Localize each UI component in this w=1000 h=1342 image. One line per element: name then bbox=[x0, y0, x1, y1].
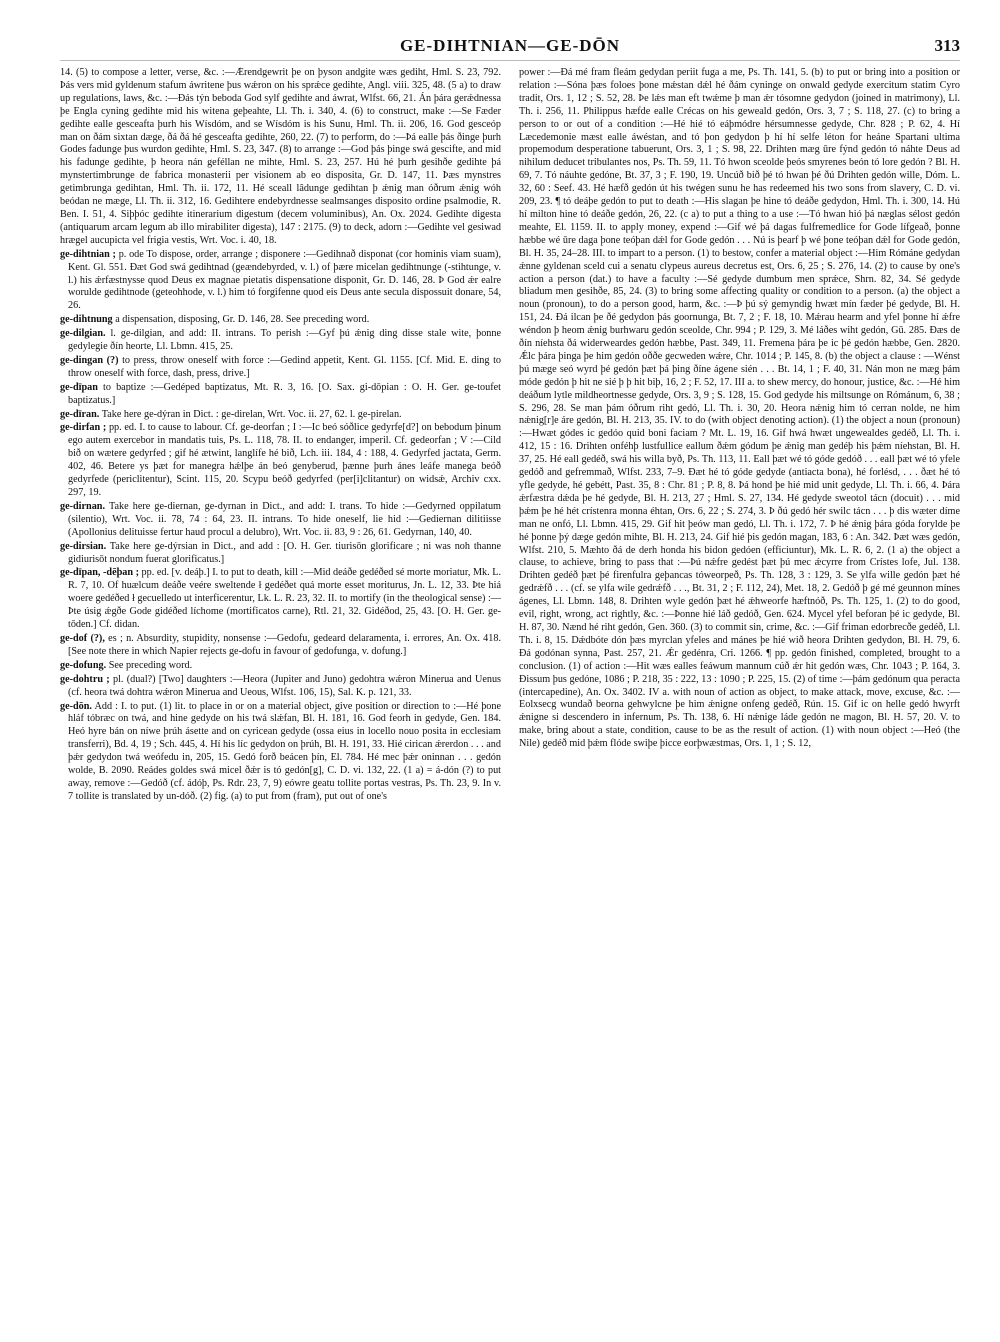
dictionary-entry bbox=[60, 422, 501, 499]
dictionary-entry bbox=[60, 382, 501, 408]
entry-headword: ge-dīpan bbox=[60, 381, 98, 393]
entry-headword: ge-dīran. bbox=[60, 408, 100, 420]
entry-text: pp. ed. [v. deáþ.] I. to put to death, kill :—Mid deáðe gedéðed sé morte moriatur, Mk. L. R. 7, 10. Of huælcum deáðe veére sweltende ł gedéðet quá morte esset moriturus, Jn. L. 12, 33. Þte hiá woere gedéðed ł gecuelledo ut interficerentur, Lk. L. R. 23, 32. II. to mortify (in the theological sense) :—Þte úsig ǽgðe Gode gidéðed líchome (mortificatos carne), Rtl. 21, 32. Gidéðod, 25, 43. [O. H. Ger. ge-tōden.] Cf. didan. bbox=[68, 567, 501, 631]
dictionary-entry bbox=[60, 633, 501, 659]
entry-headword: ge-dingan (?) bbox=[60, 354, 119, 366]
entry-headword: ge-dilgian. bbox=[60, 328, 106, 340]
page-number: 313 bbox=[934, 36, 960, 55]
entry-headword: ge-dohtru ; bbox=[60, 673, 110, 685]
entry-text: l. ge-dilgian, and add: II. intrans. To perish :—Gyf þú ǽnig ding disse stale wite, þonne gedylegie ðín heorte, Ll. Lbmn. 415, 25. bbox=[68, 328, 501, 353]
entry-headword: ge-dofung. bbox=[60, 659, 107, 671]
entry-text: p. ode To dispose, order, arrange ; disponere :—Gedihnað disponat (cor hominis viam suam), Kent. Gl. 551. Ðæt God swá gedihtnad (geændebyrded, v. l.) of þære micelan gedihtnunge (-stihtunge, v. l.) his ǽrfæstnysse quod Deus ex magnae pietatis dispensatione disponit, Gr. D. 146, 28. Þ God ǽr ealre worulde gedihtnode (geteohhode, v. l.) him tó forgifenne quod eis Deus ante secula dispossuit donare, 54, 26. bbox=[68, 248, 501, 312]
running-title: GE-DIHTNIAN—GE-DŌN bbox=[399, 36, 621, 55]
right-column bbox=[519, 67, 960, 1307]
dictionary-page bbox=[60, 34, 960, 1314]
page-header bbox=[60, 34, 960, 61]
dictionary-entry bbox=[60, 249, 501, 314]
entry-text: Add : I. to put. (1) lit. to place in or on a material object, give position or direction to :—Hé þone hláf tóbræc on twá, and hine gedyde on his twá slǽfan, Bl. H. 181, 16. God feorh in gedyde, Gen. 184. Heó hyre bán on níwe þrúh ásette and on cyricean gedyde (ossa eius in locello nouo posita in ecclesiam transferri), Bd. 4, 19 ; Sch. 445, 4. Hí his líc gedydon on þrúh, Bl. H. 191, 33. Hié cirican ǽrerdon . . . and þǽr gedydon twá weófedu in, 205, 15. Gedó forð beácen þín, El. 784. Hé mec þǽr oninnan . . . gedón wolde, B. 2090. Reádes goldes swá micel ðǽr is tó gedón[g], C. D. vi. 132, 22. (1 a) = á-dón (?) to put away, remove :—Gedóð (cf. ádóþ, Ps. Rdr. 23, 7, 9) eówre geatu tollite portas vestras, Ps. Th. 23, 9. In v. 7 tollite is translated by un-dóð. (2) fig. (a) to put from (fram), put out of one's bbox=[68, 700, 501, 802]
entry-headword: ge-dīpan, -dēþan ; bbox=[60, 567, 139, 579]
dictionary-entry bbox=[519, 67, 960, 751]
dictionary-entry bbox=[60, 355, 501, 381]
text-columns bbox=[60, 67, 960, 1307]
entry-text: to press, throw oneself with force :—Gedind appetit, Kent. Gl. 1155. [Cf. Mid. E. ding to throw oneself with force, dash, press, drive.] bbox=[68, 354, 501, 379]
dictionary-entry bbox=[60, 674, 501, 700]
entry-text: pp. ed. I. to cause to labour. Cf. ge-deorfan ; I :—Ic beó sóðlice gedyrfe[d?] on bebodum þinum ego autem exercebor in mandatis tuis, Ps. L. 118, 78. II. to endanger, imperil. Cf. gedeorfan ; V :—Cild bið on wætere gedyrfed ; gif hé ætwint, langlífe hé bið, Lch. iii. 184, 4 : 188, 4. Gedyrfed jactata, Germ. 402, 46. Betere ys þæt for manegra hǽlþe án beó genyberud, þænne þurh ánes leáfe manega beóð gedyrfede (periclitentur), Scint. 115, 20. Scypu beóð gedyrfed (per[i]clitantur) on widsǽ, Archiv cxx. 297, 19. bbox=[68, 422, 501, 498]
dictionary-entry bbox=[60, 701, 501, 804]
dictionary-entry bbox=[60, 567, 501, 632]
dictionary-entry bbox=[60, 409, 501, 422]
dictionary-entry bbox=[60, 501, 501, 540]
entry-text: Take here ge-diernan, ge-dyrnan in Dict., and add: I. trans. To hide :—Gedyrned oppilatum (silentio), Wrt. Voc. ii. 78, 74 : 64, 23. II. intrans. To hide oneself, lie hid :—Gediernan dilitiisse (Apollonius delituisse fertur haud procul a delubro), Wrt. Voc. ii. 83, 9 : 26, 61. Gedyrnan, 140, 40. bbox=[68, 500, 501, 538]
entry-headword: ge-dof (?), bbox=[60, 632, 105, 644]
entry-headword: ge-dōn. bbox=[60, 700, 92, 712]
entry-headword: ge-dihtnian ; bbox=[60, 248, 116, 260]
entry-text: to baptize :—Gedéped baptizatus, Mt. R. 3, 16. [O. Sax. gi-dōpian : O. H. Ger. ge-toufet baptizatus.] bbox=[68, 381, 501, 406]
dictionary-entry bbox=[60, 660, 501, 673]
entry-text: See preceding word. bbox=[108, 659, 193, 671]
dictionary-entry bbox=[60, 314, 501, 327]
entry-headword: ge-dirsian. bbox=[60, 540, 107, 552]
dictionary-entry bbox=[60, 541, 501, 567]
entry-text: pl. (dual?) [Two] daughters :—Heora (Jupiter and Juno) gedohtra wǽron Minerua and Uenus (cf. heora twá dohtra wǽron Minerua and Ueous, Wlfst. 106, 15), Sal. K. p. 121, 33. bbox=[68, 673, 501, 698]
entry-text: a dispensation, disposing, Gr. D. 146, 28. See preceding word. bbox=[115, 314, 370, 326]
dictionary-entry bbox=[60, 328, 501, 354]
entry-headword: ge-dihtnung bbox=[60, 314, 113, 326]
entry-text: Take here ge-dýrsian in Dict., and add : [O. H. Ger. tiurisōn glorificare ; ni was noh thanne gidiurisōt nondum fuerat glorificatus.] bbox=[68, 540, 501, 565]
entry-headword: ge-dirfan ; bbox=[60, 422, 107, 434]
entry-text: 14. (5) to compose a letter, verse, &c. :—Ǽrendgewrit þe on þyson andgite wæs gediht, Hml. S. 23, 792. Þás vers mid gyldenum stafum áwritene þus wǽron on his sprǽce gedihte, Angl. viii. 325, 48. (5 a) to draw up regulations, laws, &c. :—Ðás týn beboda God sylf gedihte and áwrat, Wlfst. 66, 21. Án þára gerǽdnessa þe Engla cyning gedihte mid his witena geþeahte, Ll. Th. i. 340, 4. (6) to construct, make :—Se Fæder gedihte ealle gesceafta þurh his Wísdóm, and se Wísdóm is his Sunu, Hml. Th. ii. 206, 16. God gesceóp man on ðám sixtan dæge, ðá ðá hé gesceafta gedihte, 260, 22. (7) to perform, do :—Þá ealle þás ðinge þurh Godes fadunge þus wurdon gedihte, Hml. S. 23, 347. (8) to arrange :—God þás þinge swá gescifte, and mid his fadunge gedihte, þ heora nán geféllan ne mihte, Hml. S. 23, 257. Hú hé þurh gesihðe gedihte þá mynstertimbrunge de fabrica monasterii per visionem ab eo disposita, Gr. D. 147, 11. Þæs mynstres getimbrunga gedihtan, Hml. Th. ii. 172, 11. Hé sceall lâdunge gedihtan þ ǽnig man óðrum ǽnig wóh beódan ne mæge, Ll. Th. ii. 312, 16. Gedihtere endebyrdnesse sealmsanges disposito ordine psalmodie, R. Ben. I. 51, 4. Siþþóc gedihte itinerarium digestum (decem voluminibus), An. Ox. 2024. Gedihte digesta (antiquarum arcam legum ab illo mirabiliter digesta), 147 : 2175. (9) to deck, adorn :—Gedihte vel gesiwad hrægel aucupicta vel frigia vestis, Wrt. Voc. i. 40, 18. bbox=[60, 67, 501, 246]
entry-text: Take here ge-dýran in Dict. : ge-direlan, Wrt. Voc. ii. 27, 62. l. ge-pirelan. bbox=[101, 408, 402, 420]
dictionary-entry bbox=[60, 67, 501, 248]
entry-text: es ; n. Absurdity, stupidity, nonsense :—Gedofu, gedeard delaramenta, i. errores, An. Ox. 418. [See note there in which Napier rejects ge-dofu in favour of gedofunga, v. dofung.] bbox=[68, 632, 501, 657]
entry-text: power :—Ðá mé fram fleám gedydan periit fuga a me, Ps. Th. 141, 5. (b) to put or bring into a position or relation :—Sóna þæs foloes þone mǽstan dǽl hé ðám cyninge on onwald gedyde exercitum statim Cyro tradit, Ors. 1, 12 ; S. 52, 28. Þe lǽs man eft twǽme þ man ǽr tósomne gedydon (joined in matrimony), Ll. Th. i. 256, 11. Philippus hæfde ealle Crécas on his geweald gedón, Ors. 3, 7 ; S. 118, 27. (c) to bring a person to or out of a condition :—Hé hié tó eáþmódre hérsumnesse gedyde, Chr. 828 ; P. 62, 4. Hí Læcedemonie mæst ealle áwéstan, and tó þon gedydon þ hí hí selfe léton for heáne Spartani ultima propemodum desperatione tabuerunt, Ors. 3, 1 ; S. 98, 22. Drihten mæg ūre fýnd gedón tó náhte Deus ad nihilum deducet tribulantes nos, Ps. Th. 59, 11. Tó hwon sceolde þeós smyrenes beón tó lore gedón ? Bl. H. 69, 7. Tó náuhte gedóne, Bt. 37, 3 ; F. 190, 19. Uncúð bið þé tó hwan þé ðú Drihten gedón wille, Dóm. L. 32, 60 : Seef. 43. Hé hæfð gedón út his twégen sunu he has redeemed his two sons from slavery, C. D. vi. 209, 23. ¶ tó deáþe gedón to put to death :—His slagan þe hine tó deáðe gedydon, Hml. Th. i. 300, 14. Hú hí milton hine tó deáðe gedón, 26, 22. (c a) to put a thing to a use :—Tó hwan hió þá næglas sélost gedón meahte, El. 1159. II. to apply money, expend :—Gif wé þá dagas fulfremedlice for Gode lífgeað, þonne hæbbe wé ūre daga þone teóþan dǽl for Gode gedón . . . Nú is þearf þ wé þone teóþan dǽl for Gode gedón, Bl. H. 35, 24–28. III. to impart to a person. (1) to bestow, confer a material object :—Him Rómáne gedydan ǽnne gyldenan sceld cui a senatu clypeus aureus decretus est, Ors. 6, 25 ; S. 276, 14. (2) to cause by one's action a person (dat.) to have a faculty :—Sé gedyde dumbum men sprǽce, Shrn. 82, 34. Sé gedyde bliadum men gesihðe, 85, 24. (3) to bring some affecting quality or condition to a person. (a) the object a noun (pronoun), to do a person good, harm, &c. :—Þ þú sý gemyndig hwæt mín fæder þé gedyde, Bl. H. 151, 24. Ðá ilcan þe ðé gedydon þás goornunga, Bt. 7, 2 ; F. 18, 10. Mǽrau hearm and yfel þonne hí ǽfre wéndon þ heom ǽnig burhwaru gedón sceolde, Chr. 994 ; P. 129, 3. Mé láðes wiht gedón, Gū. 285. Ðæs de ðín níehsta ðá widerweardes gedón hæbbe, Past. 349, 11. Fremena þára þe ic þé gedón hæbbe, Gen. 2820. Ǽlc þára þinga þe him gedón oððe gecweden wǽre, Chr. 1014 ; P. 145, 8. (b) the object a clause : —Wénst þú mæge seó wyrd þé gedón þæt þá þing ðíne ágene sién . . . Bt. 14, 1 ; F. 40, 31. Nán mon ne mæg þám móde gedón þ hit ne sié þ þ hit biþ, 16, 2 ; F. 52, 17. III a. to shew mercy, do honour, justice, &c. :—Hé him deáðum lytle mildheortnesse gedyde, Ors. 3, 9 ; S. 128, 15. God gedyde his miltsunge on Rómánum, 6, 38 ; S. 296, 28. Se man þám óðrum riht gedó, Ll. Th. i. 30, 20. Heora nǽnig him tó cerran nolde, ne him nǽnig[r]e áre gedón, Bl. H. 213, 35. IV. to do (with object denoting action). (1) the object a noun (pronoun) :—Hwæt gódes ic gedóo quid boni faciam ? Mt. L. 19, 16. Gif hwá hwæt ungewealdes gedéð, Ll. Th. i. 412, 15 : 16. Drihten onféhþ lustfullice eallum ðǽm gódum þe ǽnig man gedéþ his þǽm níehstan, Bl. H. 37, 25. Hé eall gedéð, swá his willa byð, Ps. Th. 113, 11. Eall þæt wé tó góde gedóð . . . eall þæt wé tó yfele gedóð and gefremmað, Wlfst. 233, 7–9. Ðæt hé tó góde gedyde (antiacta bona), hé forlésd, . . . ðæt hé tó yfle gedyde, hé gebétt, Past. 35, 8 : Chr. 81 ; P. 8, 8. Þá hond þe hié mid unit gedyde, Ll. Th. i. 66, 4. Þára ǽrfæstra dǽda þe hé gedyde, Bl. H. 213, 27 ; Hml. S. 27, 134. Hé gedyde sweotol tácn (docuit) . . . mid þǽm þe hé hét crístenra monna éhtan, Ors. 6, 22 ; S. 274, 3. Þ ðú gedó hér swilc tácn . . . þ dis wæter díme man ne onfó, Ll. Lbmn. 415, 29. Gif hit þeów man gedó, Ll. Th. i. 172, 7. Þ hé ǽnig þára góda forylde þe hé þonne þý dæge gedón mihte, Bl. H. 213, 24. Gif hié þis gedón magan, 183, 6 : An. 342. Þæt wæs gedón, Wlfst. 210, 5. Mæhto ðá de derh honda his bidon gedóen (efficiuntur), Mk. L. R. 6, 2. (1 a) the object a clause, to achieve, bring to pass that :—Þú nǽfre gedést þæt þú mec ǽcyrre from Crístes lofe, Jul. 138. Drihten gedéð þæt þé firenfulra geþancas tóweorpeð, Ps. Th. 128, 3 : 129, 3. Se ylfa wille gedón þæt hé gedrǽfð . . . (cf. se ylfa wile gedrǽfð . . ., Bt. 31, 2 ; F. 112, 24), Met. 18, 2. Gedóð þ gé mé geunnon mínes ágenes, Ll. Lbmn. 148, 8. Drihten wyle gedón þæt hé ǽhweorfe hæftnóð, Ps. Th. 125, 1. (2) to do good, evil, right, wrong, act rightly, &c. :—Þonne hié láð gedóð, Gen. 624. Mycel yfel beforan þé ic gedyde, Bl. H. 87, 30. Nænd hé riht gedón, Gen. 360. (3) to commit sin, crime, &c. :—Gif friman edorbrecðe gedéð, Ll. Th. i. 8, 15. Dǽdbóte dón þæs myrclan yfeles and mánes þe hié wið heora Drihten gedydon, Bl. H. 79, 6. Ðá godónan synna, Past. 257, 21. Ǽr gedénra, Cri. 1266. ¶ pp. gedón finished, completed, brought to a conclusion. (1) of action :—Hit wæs ealles feáwum mannum cúð ǽr hit gedón wæs, Chr. 1043 ; P. 164, 3. Ðissum þus gedóne, 1086 ; P. 218, 35 : 222, 13 : 1090 ; P. 225, 15. (2) of time :—þám gedónum qua peracta (intercapedine), An. Ox. 3402. IV a. with noun of action as object, to make attack, move, excuse, &c. :—Eolxsecg wundað beorna gehwylcne þe him ǽnigne onfeng gedéð, Rún. 15. Gif ic on helle gedó hwyrft ǽnigne si descendero in infernum, Ps. Th. 138, 6. Hí nǽnige láde gedón ne magon, Bl. H. 57, 20. V. to make, bring about a state, condition, cause to be as the result of action. (1) with noun object :—Heó (the Nile) gedéð mid þǽm flóde swiþe þicce eorþwæstmas, Ors. 1, 1 ; S. 12, bbox=[519, 67, 960, 750]
entry-headword: ge-dirnan. bbox=[60, 500, 105, 512]
left-column bbox=[60, 67, 501, 1307]
